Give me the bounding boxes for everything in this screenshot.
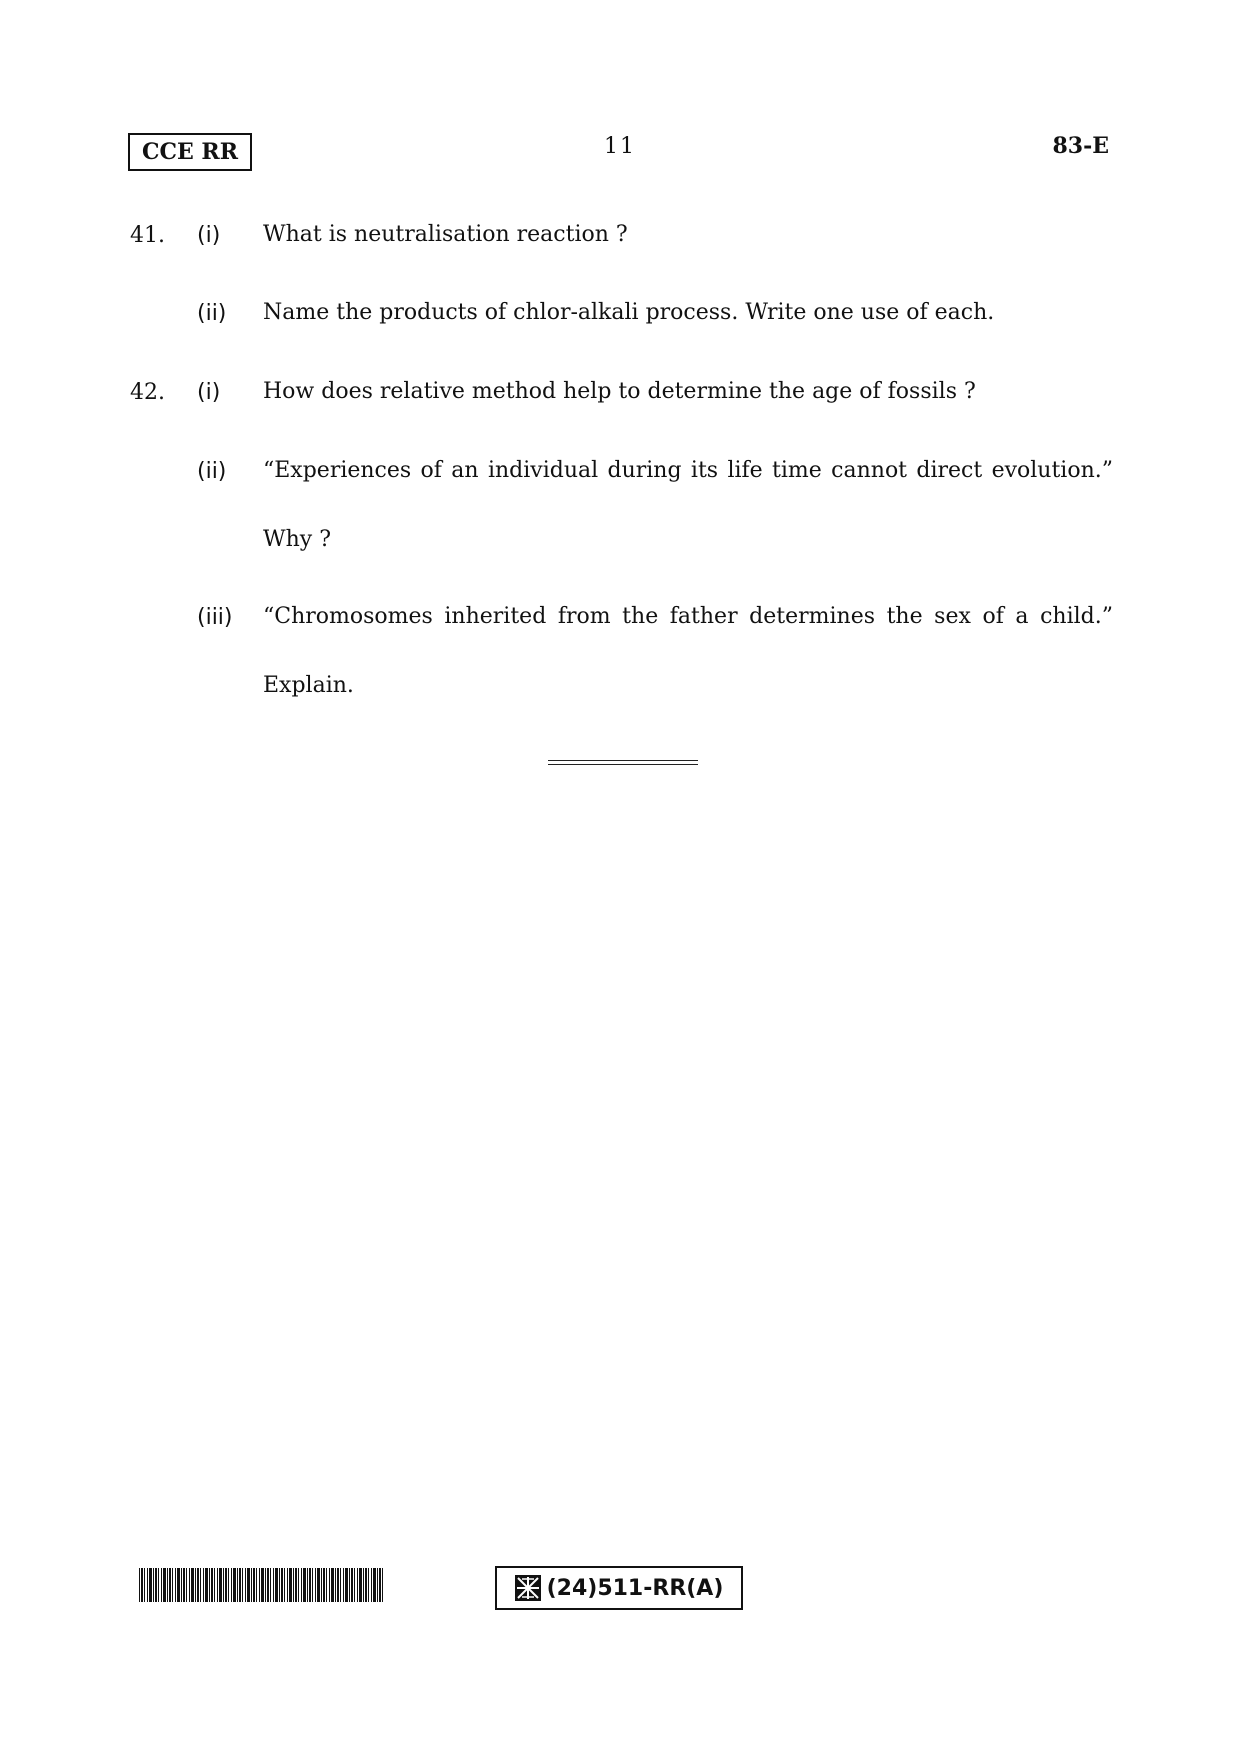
question-text: Explain. xyxy=(263,673,354,698)
page-number: 11 xyxy=(604,134,636,159)
footer-code-box xyxy=(495,1566,743,1610)
question-text: How does relative method help to determine the age of fossils ? xyxy=(263,379,976,404)
question-text: “Experiences of an individual during its life time cannot direct evolution.” xyxy=(263,458,1113,483)
question-number-41: 41. xyxy=(130,223,165,248)
subpart-label: (i) xyxy=(197,380,221,405)
question-text: Name the products of chlor-alkali process. Write one use of each. xyxy=(263,300,995,325)
question-text: Why ? xyxy=(263,527,331,552)
subpart-label: (i) xyxy=(197,223,221,248)
end-rule xyxy=(548,760,698,765)
emblem-icon xyxy=(515,1575,541,1601)
question-text: “Chromosomes inherited from the father determines the sex of a child.” xyxy=(263,604,1113,629)
footer-code: (24)511-RR(A) xyxy=(546,1575,724,1601)
subpart-label: (ii) xyxy=(197,459,227,484)
question-text: What is neutralisation reaction ? xyxy=(263,222,628,247)
subpart-label: (ii) xyxy=(197,301,227,326)
header-code-box: CCE RR xyxy=(128,133,252,171)
paper-code: 83-E xyxy=(1052,133,1109,159)
barcode xyxy=(139,1568,383,1602)
question-number-42: 42. xyxy=(130,380,165,405)
subpart-label: (iii) xyxy=(197,605,233,630)
